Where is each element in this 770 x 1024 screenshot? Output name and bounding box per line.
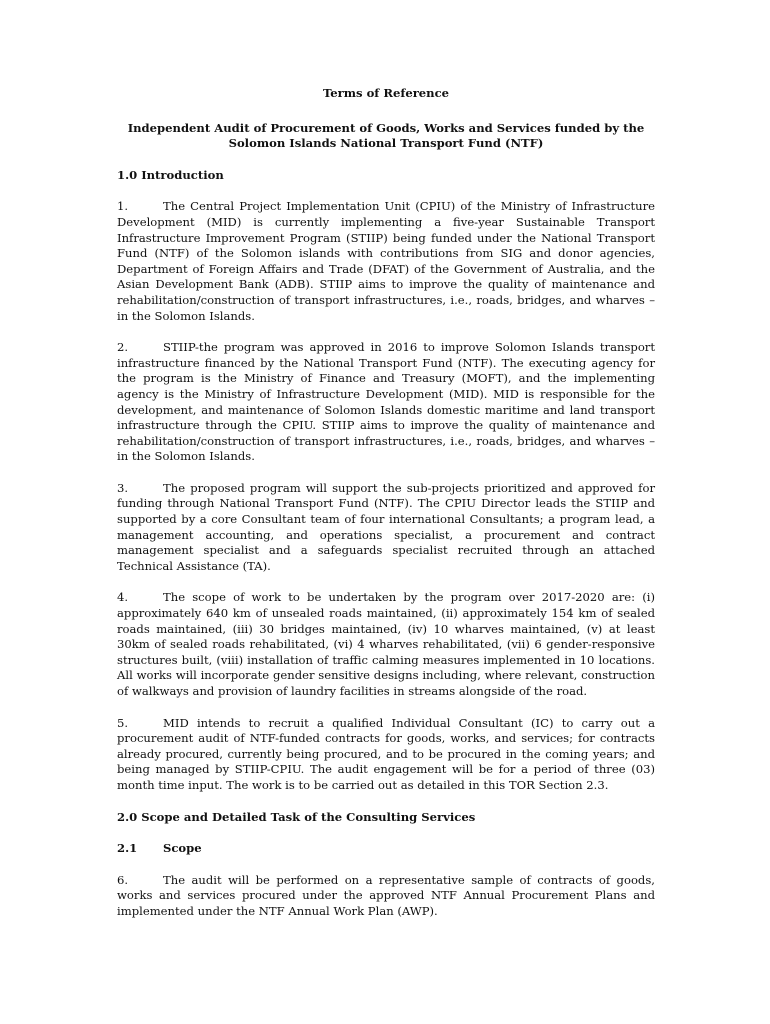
section-heading-scope-and-tasks: 2.0 Scope and Detailed Task of the Consulting Services (117, 809, 476, 824)
paragraph-number: 5. (117, 715, 129, 730)
document-subtitle: Independent Audit of Procurement of Goods, Works and Services funded by the Solomon Islands National Transport Fund (NTF) (127, 120, 645, 151)
paragraph (117, 590, 655, 699)
paragraph (117, 716, 655, 794)
paragraph (117, 873, 655, 920)
paragraph-text: MID intends to recruit a qualified Individual Consultant (IC) to carry out a procurement audit of NTF-funded contracts for goods, works, and services; for contracts already procured, currently being procured, and to be procured in the coming years; and being managed by STIIP-CPIU. The audit engagement will be for a period of three (03) month time input. The work is to be carried out as detailed in this TOR Section 2.3. (117, 715, 655, 792)
document-title: Terms of Reference (322, 86, 450, 100)
paragraph-number: 4. (117, 590, 129, 605)
paragraph-text: The scope of work to be undertaken by the program over 2017-2020 are: (i) approximately 640 km of unsealed roads maintained, (ii) approximately 154 km of sealed roads maintained, (iii) 30 bridges maintained, (iv) 10 wharves maintained, (v) at least 30km of sealed roads rehabilitated, (vi) 4 wharves rehabilitated, (vii) 6 gender-responsive structures built, (viii) installation of traffic calming measures implemented in 10 locations. All works will incorporate gender sensitive designs including, where relevant, construction of walkways and provision of laundry facilities in streams alongside of the road. (117, 590, 655, 698)
paragraph-text: STIIP-the program was approved in 2016 to improve Solomon Islands transport infrastructure financed by the National Transport Fund (NTF). The executing agency for the program is the Ministry of Finance and Treasury (MOFT), and the implementing agency is the Ministry of Infrastructure Development (MID). MID is responsible for the development, and maintenance of Solomon Islands domestic maritime and land transport infrastructure through the CPIU. STIIP aims to improve the quality of maintenance and rehabilitation/construction of transport infrastructures, i.e., roads, bridges, and wharves – in the Solomon Islands. (117, 340, 655, 464)
paragraph-number: 3. (117, 480, 129, 495)
paragraph (117, 340, 655, 465)
paragraph (117, 199, 655, 324)
paragraph-text: The audit will be performed on a representative sample of contracts of goods, works and services procured under the approved NTF Annual Procurement Plans and implemented under the NTF Annual Work Plan (AWP). (117, 872, 655, 918)
paragraph (117, 481, 655, 575)
paragraph-number: 1. (117, 199, 129, 214)
document-page (117, 86, 655, 936)
paragraph-number: 6. (117, 872, 129, 887)
paragraph-number: 2. (117, 340, 129, 355)
subsection-title: Scope (163, 841, 202, 856)
subsection-heading-scope (117, 841, 655, 857)
paragraph-text: The proposed program will support the sub-projects prioritized and approved for funding through National Transport Fund (NTF). The CPIU Director leads the STIIP and supported by a core Consultant team of four international Consultants; a program lead, a management accounting, and operations specialist, a procurement and contract management specialist and a safeguards specialist recruited through an attached Technical Assistance (TA). (117, 480, 655, 573)
subsection-number: 2.1 (117, 841, 138, 856)
paragraph-text: The Central Project Implementation Unit (CPIU) of the Ministry of Infrastructure Development (MID) is currently implementing a five-year Sustainable Transport Infrastructure Improvement Program (STIIP) being funded under the National Transport Fund (NTF) of the Solomon islands with contributions from SIG and donor agencies, Department of Foreign Affairs and Trade (DFAT) of the Government of Australia, and the Asian Development Bank (ADB). STIIP aims to improve the quality of maintenance and rehabilitation/construction of transport infrastructures, i.e., roads, bridges, and wharves – in the Solomon Islands. (117, 199, 655, 323)
section-heading-introduction: 1.0 Introduction (117, 167, 224, 182)
